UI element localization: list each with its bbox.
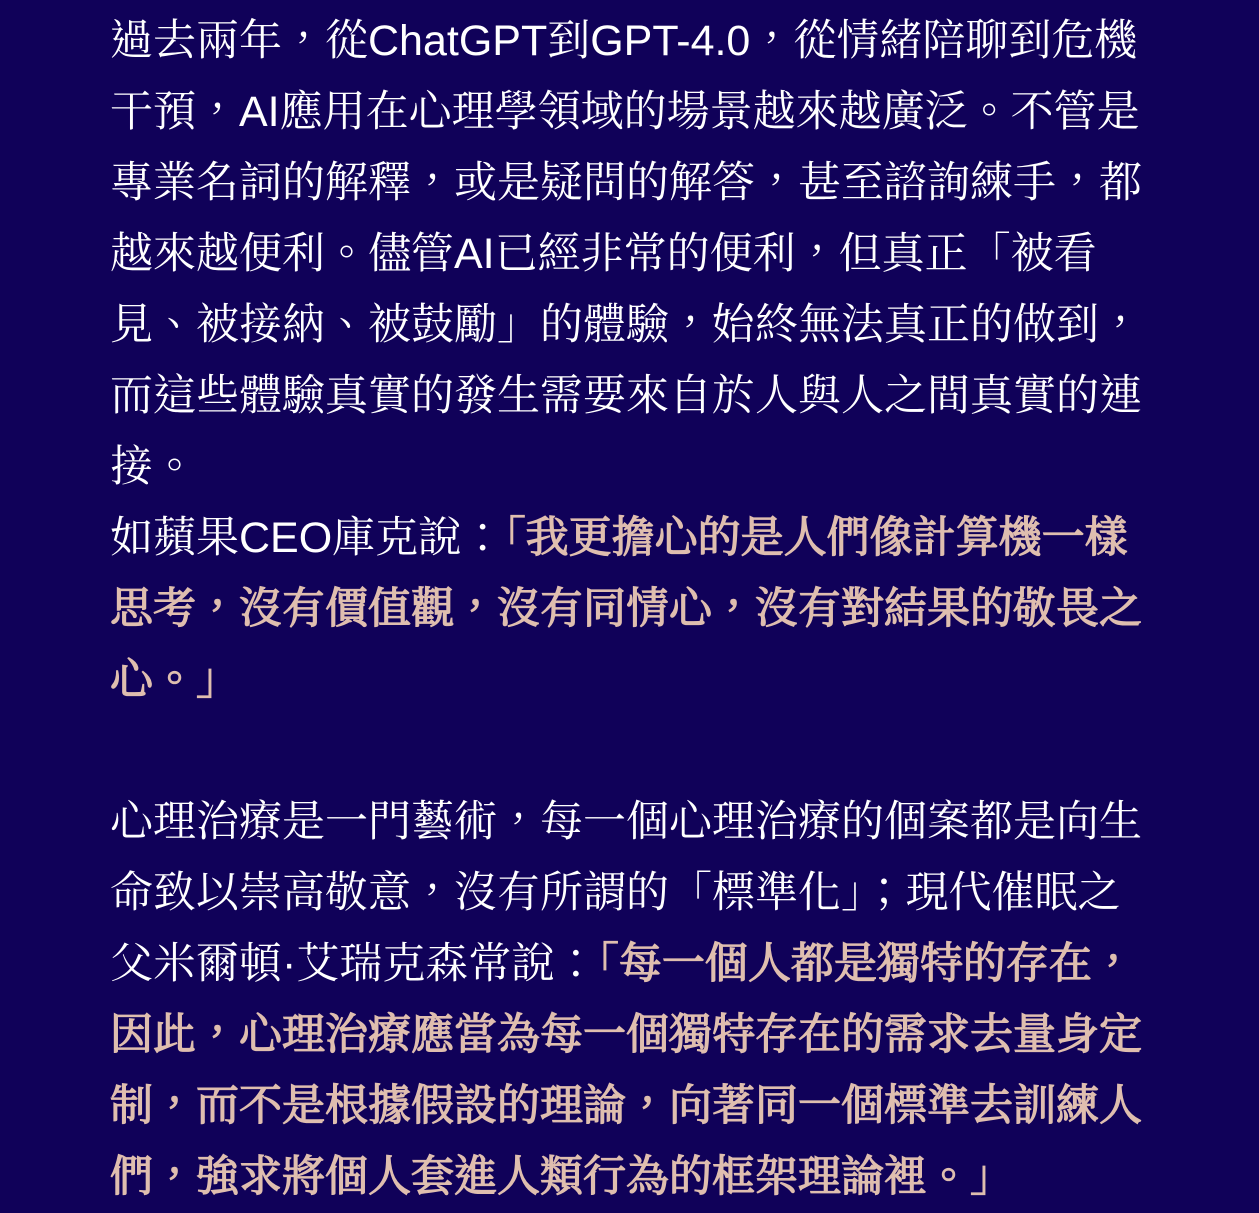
therapy-art-intro-text: 心理治療是一門藝術，每一個心理治療的個案都是向生命致以崇高敬意，沒有所謂的「標準化」；現代催眠之父米爾頓·艾瑞克森常說： bbox=[110, 798, 1142, 988]
article-text-block bbox=[110, 6, 1154, 1213]
erickson-quote-highlight-text: 「每一個人都是獨特的存在，因此，心理治療應當為每一個獨特存在的需求去量身定制，而不是根據假設的理論，向著同一個標準去訓練人們，強求將個人套進人類行為的框架理論裡。」 bbox=[110, 940, 1142, 1201]
paragraph-therapy-art bbox=[110, 787, 1154, 1213]
cook-quote-highlight-text: 「我更擔心的是人們像計算機一樣思考，沒有價值觀，沒有同情心，沒有對結果的敬畏之心。」 bbox=[110, 514, 1142, 704]
ai-limitations-body-text: 過去兩年，從ChatGPT到GPT-4.0，從情緒陪聊到危機干預，AI應用在心理學領域的場景越來越廣泛。不管是專業名詞的解釋，或是疑問的解答，甚至諮詢練手，都越來越便利。儘管AI已經非常的便利，但真正「被看見、被接納、被鼓勵」的體驗，始終無法真正的做到，而這些體驗真實的發生需要來自於人與人之間真實的連接。 bbox=[110, 17, 1142, 491]
paragraph-cook-quote bbox=[110, 503, 1154, 716]
paragraph-ai-limitations bbox=[110, 6, 1154, 503]
cook-quote-attribution-text: 如蘋果CEO庫克說： bbox=[110, 514, 505, 562]
